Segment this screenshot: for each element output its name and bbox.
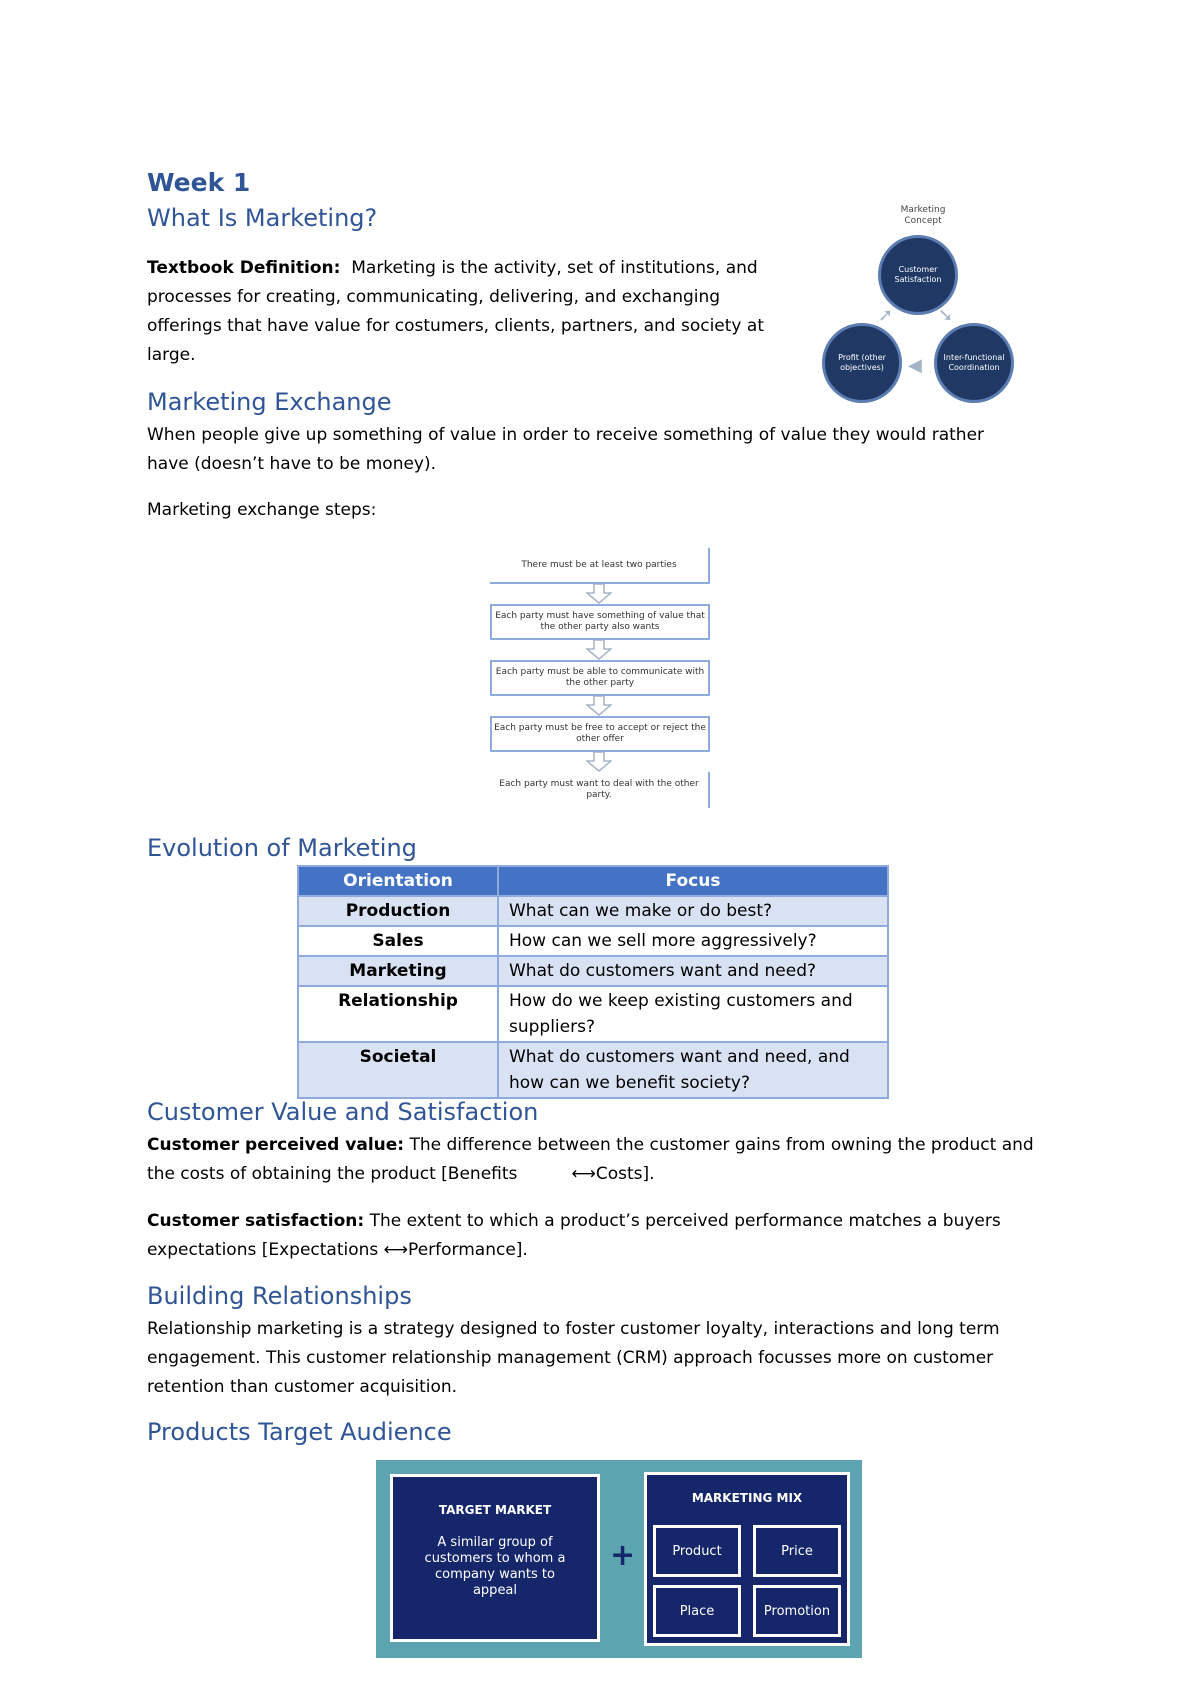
table-header-row <box>298 866 888 896</box>
orientation-cell: Production <box>298 896 498 926</box>
marketing-concept-diagram <box>818 205 1018 405</box>
down-arrow-icon <box>586 752 612 772</box>
cycle-arrow-icon: ◀ <box>908 355 922 376</box>
table-row <box>298 956 888 986</box>
perceived-value-text: the costs of obtaining the product [Benefits <box>147 1164 518 1184</box>
focus-cell: How do we keep existing customers and suppliers? <box>498 986 888 1042</box>
cycle-arrow-icon: ➘ <box>938 305 954 326</box>
column-header: Orientation <box>298 866 498 896</box>
exchange-step: There must be at least two parties <box>490 548 710 584</box>
down-arrow-icon <box>586 640 612 660</box>
concept-node: Customer Satisfaction <box>878 235 958 315</box>
definition-line: processes for creating, communicating, delivering, and exchanging <box>147 287 721 307</box>
satisfaction-text: expectations [Expectations <box>147 1240 379 1260</box>
relationships-heading: Building Relationships <box>147 1282 412 1310</box>
exchange-step: Each party must be free to accept or reject the other offer <box>490 716 710 752</box>
mix-item-price: Price <box>753 1525 841 1577</box>
target-market-mix-graphic <box>376 1460 862 1658</box>
definition-line: large. <box>147 345 196 365</box>
exchange-heading: Marketing Exchange <box>147 388 392 416</box>
relationships-line: retention than customer acquisition. <box>147 1377 458 1397</box>
definition-line: Marketing is the activity, set of institutions, and <box>351 258 758 278</box>
concept-node: Inter-functional Coordination <box>934 323 1014 403</box>
target-heading: Products Target Audience <box>147 1418 452 1446</box>
perceived-value-paragraph <box>147 1131 1067 1189</box>
target-market-description: A similar group of customers to whom a company wants to appeal <box>424 1535 566 1598</box>
evolution-heading: Evolution of Marketing <box>147 834 417 862</box>
exchange-step: Each party must be able to communicate with the other party <box>490 660 710 696</box>
focus-cell: What do customers want and need? <box>498 956 888 986</box>
cycle-arrow-icon: ➚ <box>878 305 894 326</box>
exchange-step: Each party must have something of value that the other party also wants <box>490 604 710 640</box>
mix-item-product: Product <box>653 1525 741 1577</box>
what-is-heading: What Is Marketing? <box>147 204 378 232</box>
definition-line: offerings that have value for costumers, clients, partners, and society at <box>147 316 764 336</box>
orientation-cell: Relationship <box>298 986 498 1042</box>
column-header: Focus <box>498 866 888 896</box>
double-arrow-icon: ⟷ <box>571 1164 596 1184</box>
exchange-paragraph <box>147 421 1067 479</box>
concept-node: Profit (other objectives) <box>822 323 902 403</box>
down-arrow-icon <box>586 696 612 716</box>
relationships-line: engagement. This customer relationship management (CRM) approach focusses more on customer <box>147 1348 994 1368</box>
relationships-paragraph <box>147 1315 1067 1402</box>
exchange-steps-label: Marketing exchange steps: <box>147 500 377 520</box>
satisfaction-text: The extent to which a product’s perceived performance matches a buyers <box>369 1211 1001 1231</box>
table-row <box>298 896 888 926</box>
mix-item-place: Place <box>653 1585 741 1637</box>
table-row <box>298 926 888 956</box>
focus-cell: What can we make or do best? <box>498 896 888 926</box>
target-market-title: TARGET MARKET <box>438 1503 552 1517</box>
relationships-line: Relationship marketing is a strategy designed to foster customer loyalty, interactions and long term <box>147 1319 1000 1339</box>
value-heading: Customer Value and Satisfaction <box>147 1098 539 1126</box>
exchange-step: Each party must want to deal with the other party. <box>490 772 710 808</box>
perceived-value-text: The difference between the customer gains from owning the product and <box>409 1135 1034 1155</box>
focus-cell: How can we sell more aggressively? <box>498 926 888 956</box>
focus-cell: What do customers want and need, and how can we benefit society? <box>498 1042 888 1098</box>
satisfaction-paragraph <box>147 1207 1067 1265</box>
week-title: Week 1 <box>147 168 251 197</box>
definition-label: Textbook Definition: <box>147 258 341 278</box>
definition-paragraph <box>147 254 797 370</box>
table-row <box>298 1042 888 1098</box>
orientation-cell: Societal <box>298 1042 498 1098</box>
perceived-value-label: Customer perceived value: <box>147 1135 405 1155</box>
exchange-line: When people give up something of value in order to receive something of value they would rather <box>147 425 985 445</box>
marketing-mix-title: MARKETING MIX <box>691 1491 803 1505</box>
down-arrow-icon <box>586 584 612 604</box>
satisfaction-text: Performance]. <box>408 1240 528 1260</box>
target-market-box <box>390 1474 600 1642</box>
concept-diagram-title: Marketing Concept <box>900 205 946 226</box>
marketing-mix-box <box>644 1472 850 1646</box>
orientation-cell: Sales <box>298 926 498 956</box>
perceived-value-text: Costs]. <box>595 1164 655 1184</box>
table-row <box>298 986 888 1042</box>
exchange-line: have (doesn’t have to be money). <box>147 454 437 474</box>
orientation-cell: Marketing <box>298 956 498 986</box>
mix-item-promotion: Promotion <box>753 1585 841 1637</box>
evolution-table <box>297 865 889 1099</box>
plus-icon: + <box>610 1538 636 1573</box>
double-arrow-icon: ⟷ <box>383 1240 409 1260</box>
satisfaction-label: Customer satisfaction: <box>147 1211 365 1231</box>
